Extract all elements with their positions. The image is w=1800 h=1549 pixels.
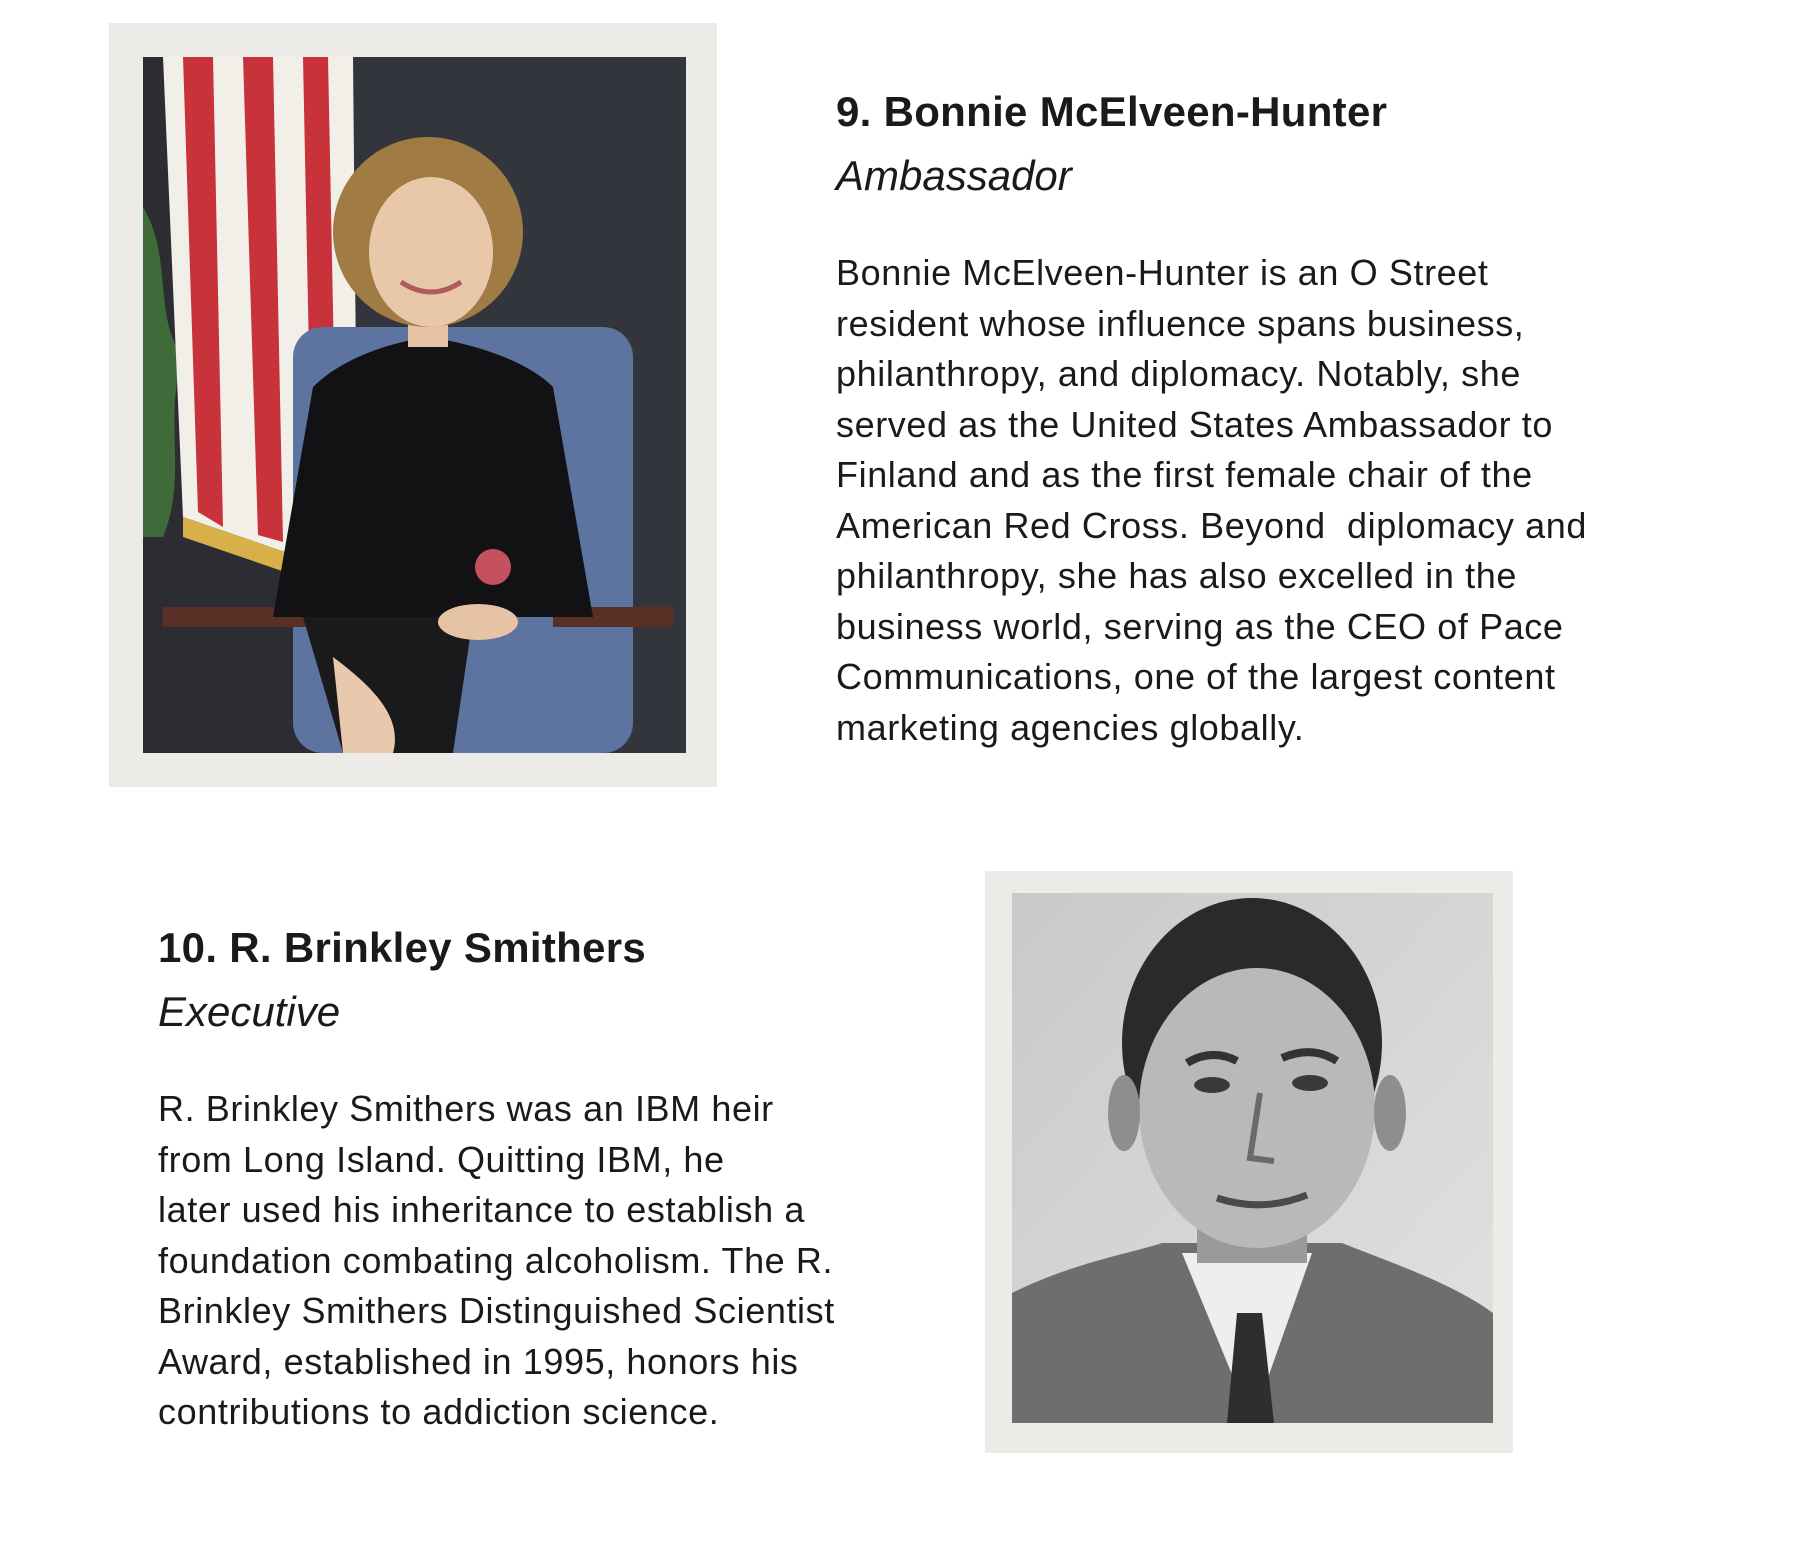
- bio-line: business world, serving as the CEO of Pace: [836, 605, 1564, 647]
- profile-role: Ambassador: [836, 152, 1072, 199]
- bio-line: served as the United States Ambassador to: [836, 403, 1553, 445]
- bio-line: contributions to addiction science.: [158, 1391, 720, 1432]
- bio-line: philanthropy, she has also excelled in the: [836, 555, 1517, 596]
- profile-role: Executive: [158, 988, 341, 1035]
- bio-line: philanthropy, and diplomacy. Notably, she: [836, 353, 1521, 394]
- profile-bio: [836, 248, 1696, 753]
- portrait-photo-bonnie: [143, 57, 686, 753]
- bio-line: Award, established in 1995, honors his: [158, 1340, 799, 1382]
- profile-name: 10. R. Brinkley Smithers: [158, 924, 647, 971]
- bio-line: from Long Island. Quitting IBM, he: [158, 1138, 725, 1180]
- portrait-frame-bonnie: [109, 23, 717, 787]
- profile-entry-bonnie: [836, 80, 1696, 753]
- bio-line: Brinkley Smithers Distinguished Scientist: [158, 1290, 835, 1331]
- bio-line: resident whose influence spans business,: [836, 302, 1525, 344]
- bio-line: Bonnie McElveen-Hunter is an O Street: [836, 252, 1489, 293]
- portrait-photo-smithers: [1012, 893, 1493, 1423]
- bio-line: Finland and as the first female chair of the: [836, 454, 1533, 495]
- bio-line: later used his inheritance to establish a: [158, 1189, 805, 1230]
- portrait-frame-smithers: [985, 871, 1513, 1453]
- bio-line: American Red Cross. Beyond diplomacy and: [836, 504, 1587, 546]
- bio-line: foundation combating alcoholism. The R.: [158, 1239, 834, 1281]
- profile-bio: [158, 1084, 958, 1438]
- bio-line: R. Brinkley Smithers was an IBM heir: [158, 1088, 774, 1129]
- profile-name: 9. Bonnie McElveen-Hunter: [836, 88, 1388, 135]
- bio-line: marketing agencies globally.: [836, 706, 1305, 748]
- bio-line: Communications, one of the largest content: [836, 656, 1556, 697]
- profile-entry-smithers: [158, 916, 958, 1438]
